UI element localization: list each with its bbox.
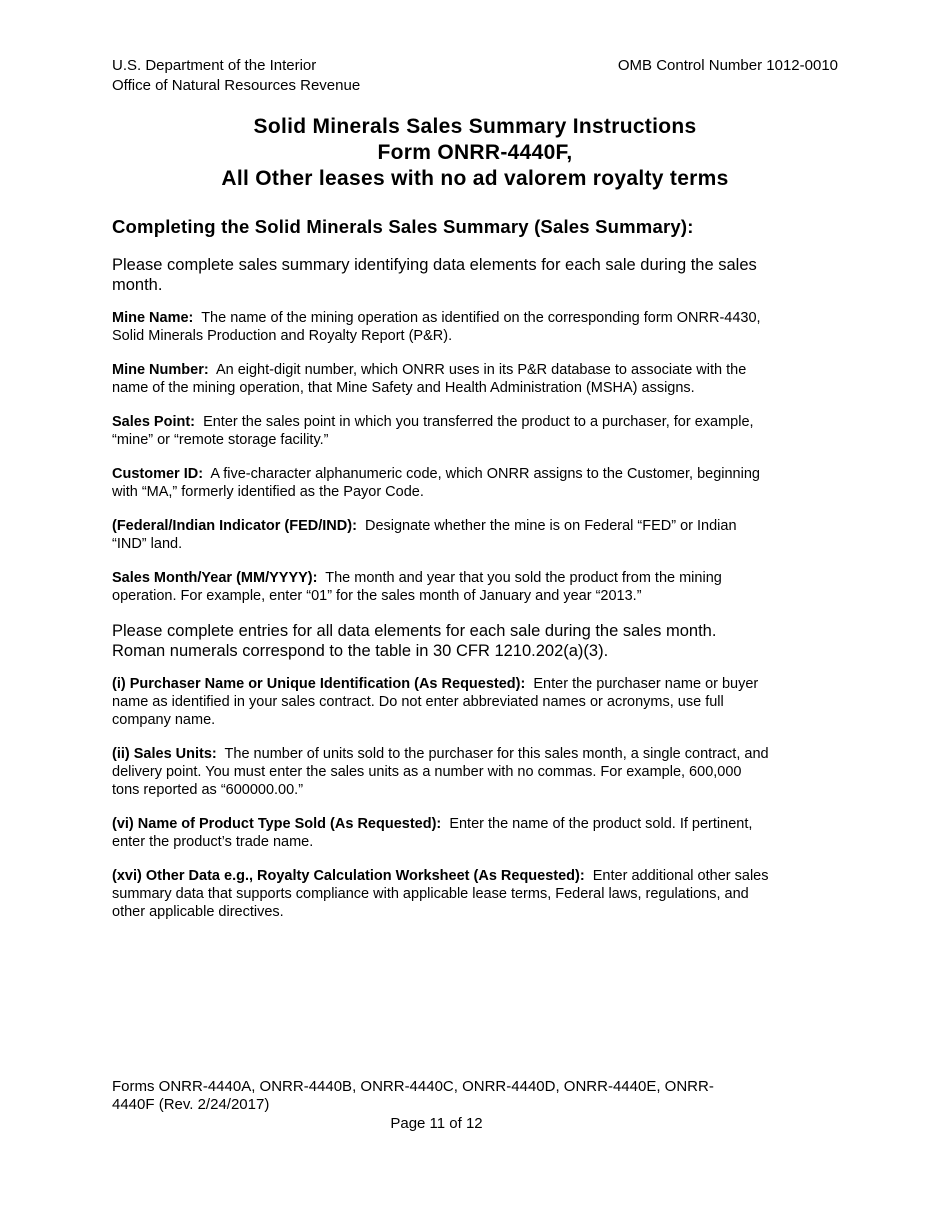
field-description: Designate whether the mine is on Federal “FED” or Indian “IND” land.: [112, 518, 737, 552]
office-name: Office of Natural Resources Revenue: [112, 77, 361, 94]
field-description: Enter additional other sales summary data that supports compliance with applicable lease terms, Federal laws, regulations, and other applicable directives.: [112, 868, 769, 920]
title-line-2: Form ONRR-4440F,: [377, 141, 573, 164]
field-term: (vi) Name of Product Type Sold (As Requested):: [112, 816, 442, 832]
instructions-body: [112, 215, 772, 937]
field-description: Enter the purchaser name or buyer name as identified in your sales contract. Do not enter abbreviated names or acronyms, use full company name.: [112, 676, 759, 728]
section-heading: Completing the Solid Minerals Sales Summary (Sales Summary):: [112, 216, 694, 237]
field-term: Sales Month/Year (MM/YYYY):: [112, 570, 318, 586]
field-term: Sales Point:: [112, 414, 195, 430]
field-term: Mine Name:: [112, 310, 194, 326]
field-description: The month and year that you sold the product from the mining operation. For example, enter “01” for the sales month of January and year “2013.”: [112, 570, 722, 604]
title-line-3: All Other leases with no ad valorem royalty terms: [221, 167, 729, 190]
agency-header: [112, 56, 360, 96]
field-instruction-customer-id: [112, 465, 772, 501]
field-instruction-sales-month-year: [112, 569, 772, 605]
field-description: Enter the sales point in which you transferred the product to a purchaser, for example, “mine” or “remote storage facility.”: [112, 414, 754, 448]
field-instruction-purchaser-name: [112, 675, 772, 729]
intro-paragraph-1: Please complete sales summary identifying data elements for each sale during the sales month.: [112, 256, 757, 294]
field-description: The number of units sold to the purchaser for this sales month, a single contract, and delivery point. You must enter the sales units as a number with no commas. For example, 600,000 tons reported as “600000.00.”: [112, 746, 769, 798]
footer-form-revision: Forms ONRR-4440A, ONRR-4440B, ONRR-4440C, ONRR-4440D, ONRR-4440E, ONRR-4440F (Rev. 2/24/2017): [112, 1078, 714, 1113]
field-term: (Federal/Indian Indicator (FED/IND):: [112, 518, 357, 534]
field-description: An eight-digit number, which ONRR uses in its P&R database to associate with the name of the mining operation, that Mine Safety and Health Administration (MSHA) assigns.: [112, 362, 747, 396]
field-description: The name of the mining operation as identified on the corresponding form ONRR-4430, Solid Minerals Production and Royalty Report (P&R).: [112, 310, 761, 344]
department-name: U.S. Department of the Interior: [112, 57, 317, 74]
document-title: [0, 114, 950, 192]
field-description: Enter the name of the product sold. If pertinent, enter the product’s trade name.: [112, 816, 753, 850]
field-term: Customer ID:: [112, 466, 204, 482]
field-instruction-product-type: [112, 815, 772, 851]
field-term: Mine Number:: [112, 362, 209, 378]
field-instruction-sales-point: [112, 413, 772, 449]
page-number: Page 11 of 12: [390, 1115, 483, 1132]
field-instruction-mine-number: [112, 361, 772, 397]
title-line-1: Solid Minerals Sales Summary Instructions: [253, 115, 697, 138]
field-description: A five-character alphanumeric code, which ONRR assigns to the Customer, beginning with “MA,” formerly identified as the Payor Code.: [112, 466, 760, 500]
field-instruction-sales-units: [112, 745, 772, 799]
intro-paragraph-2: Please complete entries for all data elements for each sale during the sales month. Roman numerals correspond to the table in 30 CFR 1210.202(a)(3).: [112, 622, 717, 660]
field-term: (ii) Sales Units:: [112, 746, 217, 762]
field-term: (i) Purchaser Name or Unique Identification (As Requested):: [112, 676, 526, 692]
field-instruction-fed-ind: [112, 517, 772, 553]
field-instruction-other-data: [112, 867, 772, 921]
omb-control-number: OMB Control Number 1012-0010: [617, 57, 838, 74]
field-instruction-mine-name: [112, 309, 772, 345]
field-term: (xvi) Other Data e.g., Royalty Calculation Worksheet (As Requested):: [112, 868, 585, 884]
